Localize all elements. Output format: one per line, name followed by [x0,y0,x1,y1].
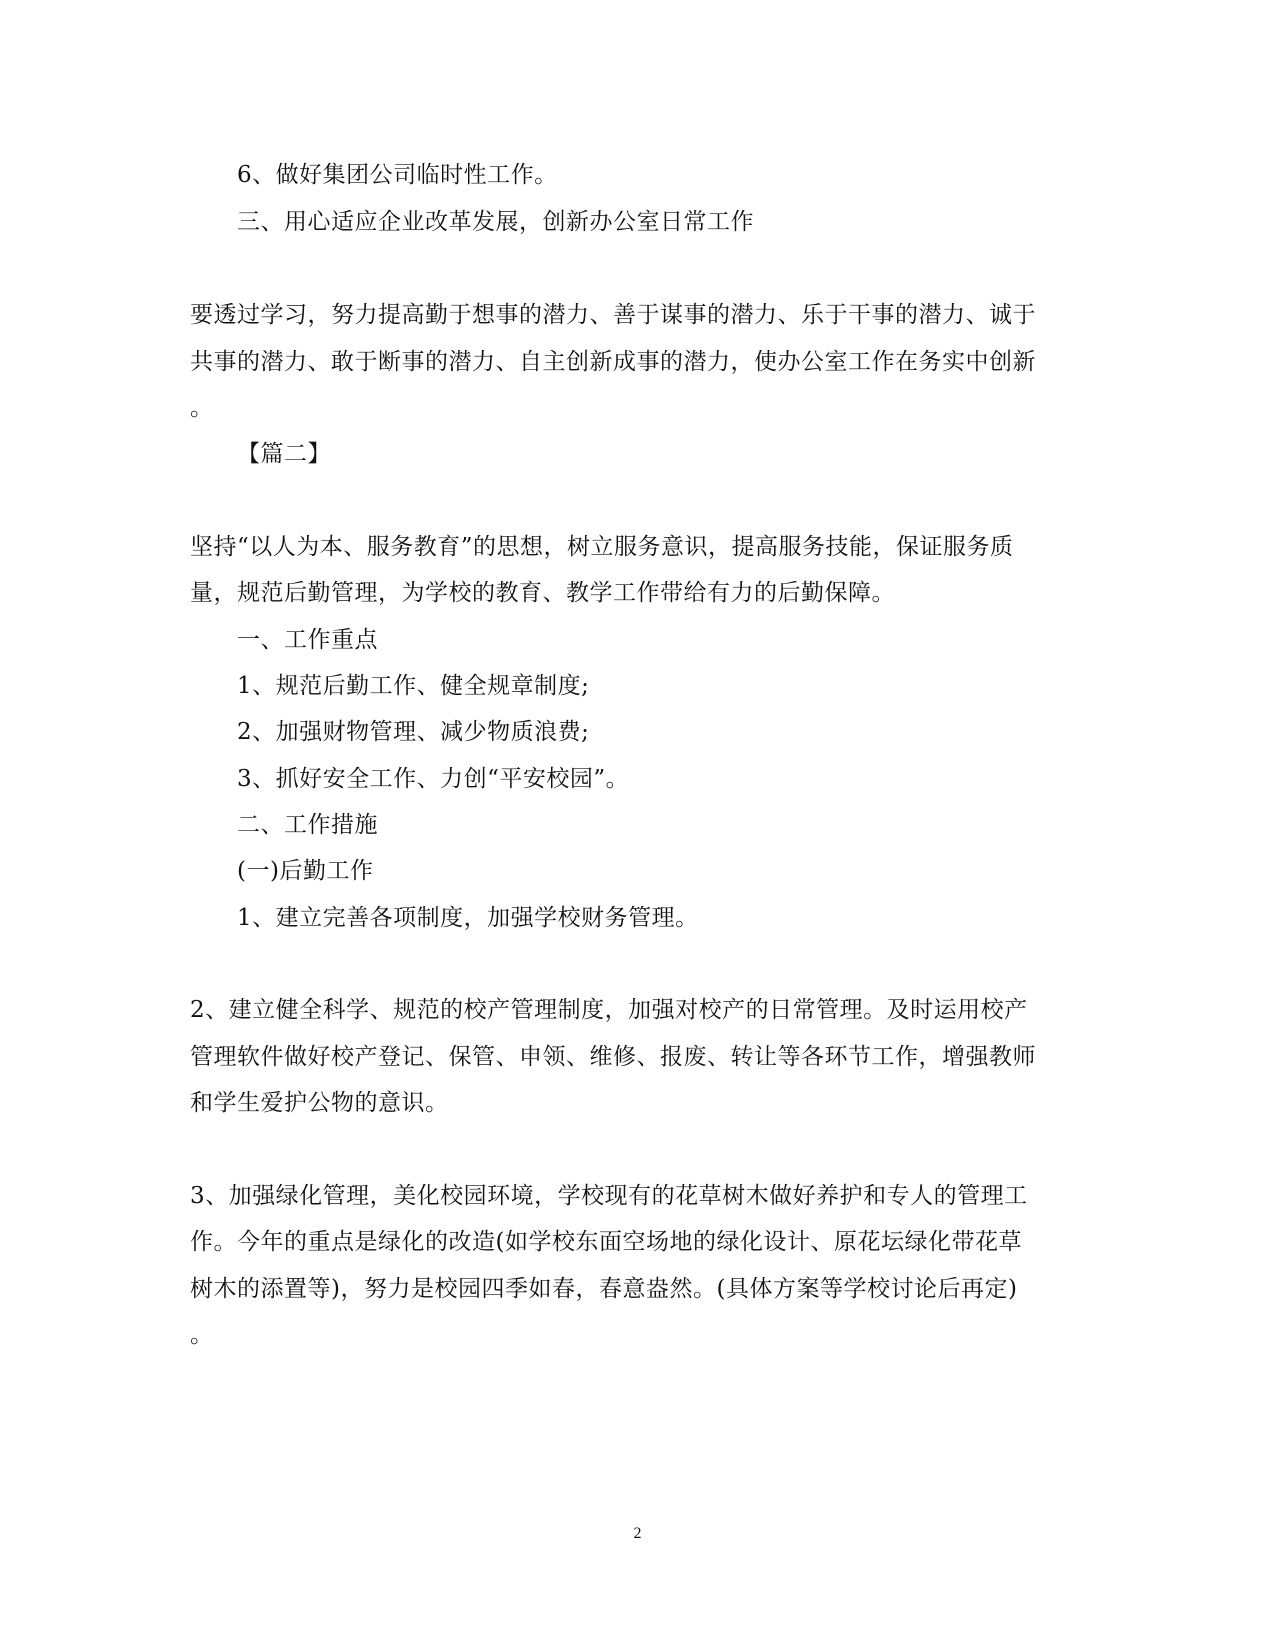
text-line: 要透过学习，努力提高勤于想事的潜力、善于谋事的潜力、乐于干事的潜力、诚于 [190,302,1036,328]
list-item: 3、抓好安全工作、力创“平安校园”。 [237,766,630,792]
list-item: 1、规范后勤工作、健全规章制度; [237,673,590,699]
list-item: 2、加强财物管理、减少物质浪费; [237,719,590,745]
section-heading: 二、工作措施 [237,812,378,838]
text-line: 管理软件做好校产登记、保管、申领、维修、报废、转让等各环节工作，增强教师 [190,1044,1036,1070]
subsection-heading: (一)后勤工作 [237,858,374,884]
text-line: 和学生爱护公物的意识。 [190,1090,449,1116]
section-heading: 三、用心适应企业改革发展，创新办公室日常工作 [237,209,754,235]
page-number: 2 [633,1525,642,1542]
text-line: 。 [190,395,214,421]
text-line: 。 [190,1322,214,1348]
text-line: 作。今年的重点是绿化的改造(如学校东面空场地的绿化设计、原花坛绿化带花草 [190,1229,1022,1255]
section-heading: 一、工作重点 [237,627,378,653]
text-line: 坚持“以人为本、服务教育”的思想，树立服务意识，提高服务技能，保证服务质 [190,534,1014,560]
text-line: 2、建立健全科学、规范的校产管理制度，加强对校产的日常管理。及时运用校产 [190,997,1028,1023]
list-item: 1、建立完善各项制度，加强学校财务管理。 [237,905,699,931]
text-line: 3、加强绿化管理，美化校园环境，学校现有的花草树木做好养护和专人的管理工 [190,1183,1028,1209]
text-line: 共事的潜力、敢于断事的潜力、自主创新成事的潜力，使办公室工作在务实中创新 [190,349,1036,375]
text-line: 树木的添置等)，努力是校园四季如春，春意盎然。(具体方案等学校讨论后再定) [190,1276,1018,1302]
text-line: 6、做好集团公司临时性工作。 [237,162,558,188]
text-line: 量，规范后勤管理，为学校的教育、教学工作带给有力的后勤保障。 [190,580,895,606]
chapter-heading: 【篇二】 [237,441,331,467]
